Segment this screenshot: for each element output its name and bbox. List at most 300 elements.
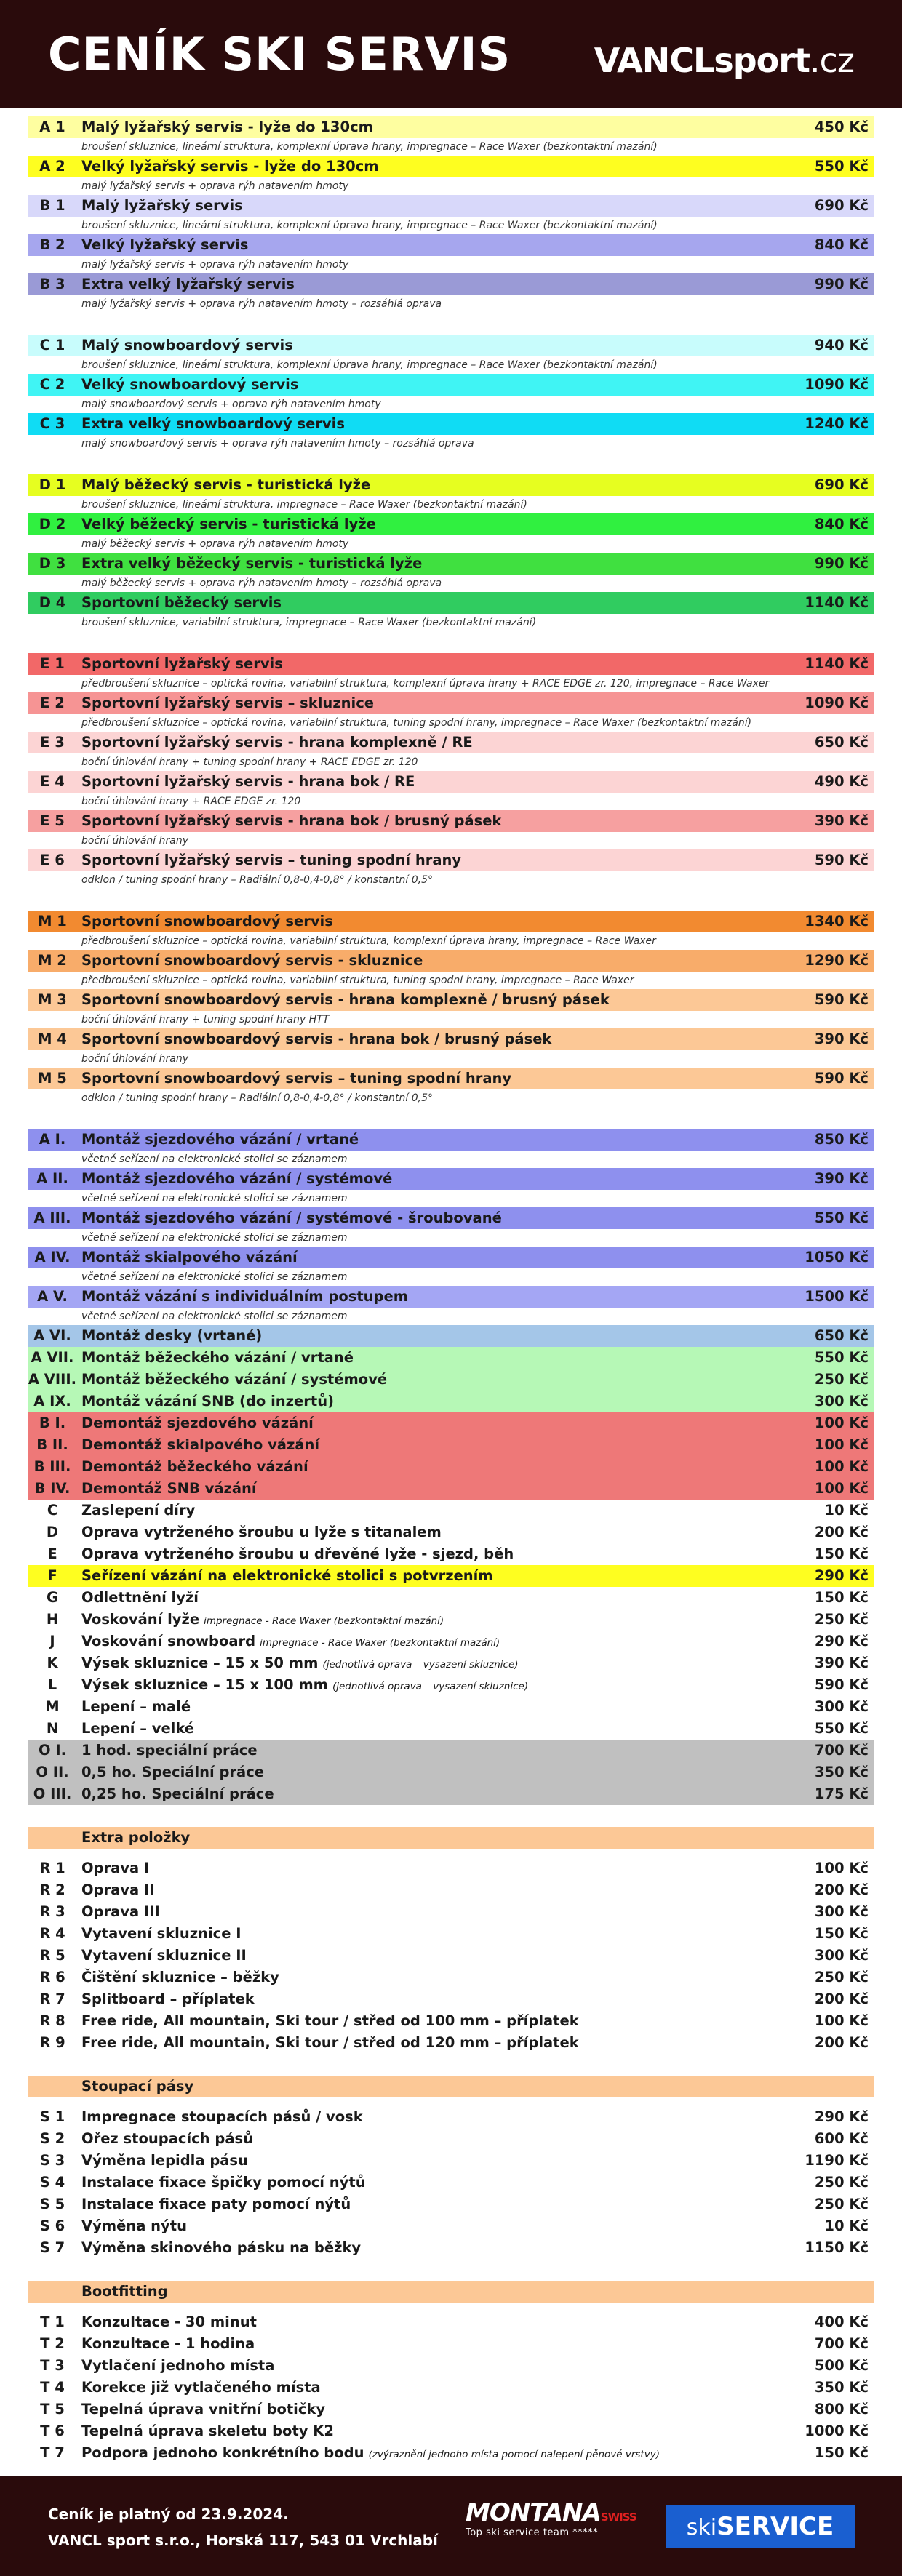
row-label-text: Zaslepení díry (81, 1502, 196, 1519)
row-description: broušení skluznice, lineární struktura, komplexní úprava hrany, impregnace – Race Waxer (bezkontaktní mazání) (81, 220, 658, 231)
row-label-text: Extra velký snowboardový servis (81, 415, 345, 432)
row-label-text: Montáž skialpového vázání (81, 1249, 298, 1265)
row-price: 100 Kč (814, 2012, 869, 2029)
row-label (81, 1129, 780, 1151)
row-code: D 1 (39, 476, 66, 493)
section-gap (28, 2097, 874, 2106)
row-price: 990 Kč (814, 276, 869, 292)
row-code: R 7 (39, 1991, 65, 2007)
row-code: A 1 (39, 119, 65, 135)
row-label (81, 989, 780, 1011)
group-gap (28, 313, 874, 335)
row-label (81, 2106, 780, 2128)
row-label (81, 1587, 780, 1609)
row-label-text: Tepelná úprava skeletu boty K2 (81, 2423, 334, 2439)
row-price: 200 Kč (814, 1991, 869, 2007)
row-code: D (46, 1524, 59, 1540)
row-code: T 1 (40, 2313, 65, 2330)
row-label (81, 911, 780, 932)
row-price: 1190 Kč (805, 2152, 869, 2169)
row-price: 590 Kč (814, 852, 869, 868)
row-price: 490 Kč (814, 773, 869, 790)
row-label (81, 771, 780, 793)
row-code: S 5 (39, 2196, 65, 2212)
price-row (28, 1674, 874, 1696)
price-row (28, 2311, 874, 2333)
row-label (81, 1325, 780, 1347)
row-price: 350 Kč (814, 1764, 869, 1780)
price-row (28, 2377, 874, 2399)
row-label-text: Voskování lyže (81, 1611, 200, 1628)
row-price: 390 Kč (814, 1031, 869, 1047)
row-code: S 7 (39, 2239, 65, 2256)
row-label (81, 1901, 780, 1923)
price-row (28, 1068, 874, 1089)
row-label (81, 1207, 780, 1229)
row-label-text: Tepelná úprava vnitřní botičky (81, 2401, 326, 2417)
page-header (0, 0, 902, 108)
group-gap (28, 2054, 874, 2076)
row-label-text: Sportovní běžecký servis (81, 594, 282, 611)
price-row (28, 1412, 874, 1434)
row-code: A I. (39, 1131, 66, 1148)
price-row (28, 195, 874, 217)
price-row (28, 2193, 874, 2215)
row-label-text: Výměna skinového pásku na běžky (81, 2239, 362, 2256)
row-label (81, 116, 780, 138)
row-label-text: Sportovní snowboardový servis (81, 913, 333, 929)
row-label-text: Výměna lepidla pásu (81, 2152, 248, 2169)
row-label-text: Malý lyžařský servis (81, 197, 243, 214)
row-label-text: Velký lyžařský servis - lyže do 130cm (81, 158, 379, 175)
row-price: 550 Kč (814, 1209, 869, 1226)
row-code: B I. (39, 1415, 66, 1431)
row-code: R 6 (39, 1969, 65, 1985)
row-label-text: 1 hod. speciální práce (81, 1742, 258, 1759)
row-code: L (47, 1676, 57, 1693)
row-label (81, 374, 780, 396)
row-code: E 2 (40, 695, 65, 711)
row-price: 150 Kč (814, 1589, 869, 1606)
row-label-text: Oprava II (81, 1881, 155, 1898)
row-label-text: Velký běžecký servis - turistická lyže (81, 516, 376, 532)
row-price: 200 Kč (814, 1524, 869, 1540)
row-code: M 1 (38, 913, 67, 929)
row-label-text: Demontáž SNB vázání (81, 1480, 257, 1497)
row-price: 690 Kč (814, 476, 869, 493)
brand-main: VANCLsport (594, 41, 810, 80)
row-label (81, 592, 780, 614)
price-row (28, 810, 874, 832)
row-description: včetně seřízení na elektronické stolici se záznamem (81, 1153, 348, 1165)
price-row (28, 1609, 874, 1631)
row-code: D 2 (39, 516, 66, 532)
group-gap (28, 889, 874, 911)
row-code: R 9 (39, 2034, 65, 2051)
row-description: malý lyžařský servis + oprava rýh natavením hmoty (81, 180, 349, 192)
row-label (81, 1412, 780, 1434)
row-label-text: Demontáž běžeckého vázání (81, 1458, 308, 1475)
price-row (28, 2032, 874, 2054)
price-row (28, 849, 874, 871)
row-code: M 5 (38, 1070, 67, 1087)
row-code: A II. (36, 1170, 68, 1187)
row-code: F (47, 1567, 57, 1584)
price-row (28, 1456, 874, 1478)
price-row (28, 911, 874, 932)
row-label (81, 2172, 780, 2193)
row-code: B III. (33, 1458, 71, 1475)
row-label-text: Montáž sjezdového vázání / systémové - šroubované (81, 1209, 502, 1226)
row-description: předbroušení skluznice – optická rovina, variabilní struktura, komplexní úprava hrany + RACE EDGE zr. 120, impregnace – Race Waxer (81, 678, 770, 689)
row-code: K (47, 1655, 58, 1671)
row-code: B II. (36, 1436, 68, 1453)
row-label (81, 1543, 780, 1565)
price-row (28, 1325, 874, 1347)
row-label-text: Malý snowboardový servis (81, 337, 293, 353)
row-label-text: Instalace fixace špičky pomocí nýtů (81, 2174, 366, 2191)
price-row (28, 553, 874, 575)
row-price: 300 Kč (814, 1903, 869, 1920)
price-row (28, 989, 874, 1011)
price-row (28, 1347, 874, 1369)
row-code: M 2 (38, 952, 67, 969)
price-row (28, 2420, 874, 2442)
row-label-text: Sportovní snowboardový servis - skluznice (81, 952, 423, 969)
row-label (81, 1247, 780, 1268)
row-code: S 2 (39, 2130, 65, 2147)
row-label-text: Velký snowboardový servis (81, 376, 299, 393)
row-description: předbroušení skluznice – optická rovina, variabilní struktura, komplexní úprava hrany, impregnace – Race Waxer (81, 935, 656, 947)
row-label (81, 2420, 780, 2442)
row-label-text: Lepení – velké (81, 1720, 195, 1737)
row-price: 200 Kč (814, 1881, 869, 1898)
row-price: 550 Kč (814, 1349, 869, 1366)
row-code: R 1 (39, 1860, 65, 1876)
section-heading: Extra položky (28, 1827, 874, 1849)
row-price: 690 Kč (814, 197, 869, 214)
row-price: 100 Kč (814, 1415, 869, 1431)
row-price: 550 Kč (814, 158, 869, 175)
row-code: R 2 (39, 1881, 65, 1898)
row-label (81, 1696, 780, 1718)
row-label (81, 1857, 780, 1879)
row-label-text: Konzultace - 30 minut (81, 2313, 257, 2330)
price-row (28, 1369, 874, 1391)
row-label (81, 732, 780, 753)
row-price: 500 Kč (814, 2357, 869, 2374)
row-label (81, 1391, 780, 1412)
row-label (81, 1565, 780, 1587)
row-label (81, 2399, 780, 2420)
row-label-text: Voskování snowboard (81, 1633, 256, 1649)
row-code: E (47, 1545, 57, 1562)
price-row (28, 1207, 874, 1229)
row-label-text: Extra velký lyžařský servis (81, 276, 295, 292)
row-label-text: Výměna nýtu (81, 2217, 187, 2234)
row-price: 250 Kč (814, 2174, 869, 2191)
row-label-text: Výsek skluznice – 15 x 100 mm (81, 1676, 328, 1693)
row-label (81, 1740, 780, 1761)
row-label (81, 1500, 780, 1521)
row-description: boční úhlování hrany + tuning spodní hrany + RACE EDGE zr. 120 (81, 756, 418, 768)
price-row (28, 2128, 874, 2150)
row-code: C 1 (39, 337, 65, 353)
price-row (28, 1391, 874, 1412)
row-label-text: Free ride, All mountain, Ski tour / střed od 120 mm – příplatek (81, 2034, 579, 2051)
row-description: boční úhlování hrany + RACE EDGE zr. 120 (81, 796, 301, 807)
row-code: N (46, 1720, 59, 1737)
row-code: B 3 (39, 276, 65, 292)
valid-from-text: Ceník je platný od 23.9.2024. (48, 2505, 289, 2523)
row-label (81, 2193, 780, 2215)
price-row (28, 1945, 874, 1967)
price-row (28, 1783, 874, 1805)
row-label (81, 810, 780, 832)
row-description: malý snowboardový servis + oprava rýh natavením hmoty (81, 399, 381, 410)
row-label-text: Čištění skluznice – běžky (81, 1969, 279, 1985)
skiservice-ski: ski (686, 2515, 717, 2540)
row-label (81, 2032, 780, 2054)
row-description: včetně seřízení na elektronické stolici se záznamem (81, 1232, 348, 1244)
row-label (81, 2215, 780, 2237)
row-label (81, 234, 780, 256)
row-price: 1150 Kč (805, 2239, 869, 2256)
page-title: CENÍK SKI SERVIS (48, 28, 511, 81)
row-code: E 4 (40, 773, 65, 790)
row-description: včetně seřízení na elektronické stolici se záznamem (81, 1271, 348, 1283)
row-label-text: Sportovní lyžařský servis - hrana komplexně / RE (81, 734, 473, 751)
price-row (28, 1247, 874, 1268)
row-label (81, 1028, 780, 1050)
row-code: M (45, 1698, 60, 1715)
montana-wordmark: MONTANA (466, 2498, 601, 2527)
row-price: 1090 Kč (805, 695, 869, 711)
row-label (81, 1478, 780, 1500)
section-heading: Stoupací pásy (28, 2076, 874, 2097)
row-code: A VIII. (28, 1371, 77, 1388)
row-label (81, 1923, 780, 1945)
row-price: 450 Kč (814, 119, 869, 135)
row-label (81, 2128, 780, 2150)
row-code: R 5 (39, 1947, 65, 1964)
row-price: 10 Kč (824, 2217, 869, 2234)
price-row (28, 1879, 874, 1901)
price-row (28, 653, 874, 675)
row-price: 590 Kč (814, 1676, 869, 1693)
row-label (81, 2010, 780, 2032)
row-description: boční úhlování hrany (81, 1053, 189, 1065)
row-label-text: Malý lyžařský servis - lyže do 130cm (81, 119, 373, 135)
row-code: E 3 (40, 734, 65, 751)
row-description: boční úhlování hrany + tuning spodní hrany HTT (81, 1014, 330, 1025)
row-description: předbroušení skluznice – optická rovina, variabilní struktura, tuning spodní hrany, impregnace – Race Waxer (bezkontaktní mazání) (81, 717, 752, 729)
row-price: 300 Kč (814, 1947, 869, 1964)
row-code: R 8 (39, 2012, 65, 2029)
row-code: C 3 (39, 415, 65, 432)
price-row (28, 1434, 874, 1456)
row-label (81, 413, 780, 435)
row-code: B IV. (34, 1480, 71, 1497)
price-row (28, 335, 874, 356)
row-label-text: Montáž běžeckého vázání / systémové (81, 1371, 388, 1388)
row-label (81, 2311, 780, 2333)
row-label (81, 2237, 780, 2259)
row-label (81, 1609, 780, 1632)
row-price: 250 Kč (814, 1611, 869, 1628)
price-row (28, 1923, 874, 1945)
row-label-text: Oprava III (81, 1903, 160, 1920)
row-description: broušení skluznice, lineární struktura, komplexní úprava hrany, impregnace – Race Waxer (bezkontaktní mazání) (81, 141, 658, 153)
price-row (28, 2333, 874, 2355)
group-gap (28, 631, 874, 653)
price-row (28, 2106, 874, 2128)
row-price: 1000 Kč (805, 2423, 869, 2439)
price-row (28, 2010, 874, 2032)
row-label-text: Montáž sjezdového vázání / vrtané (81, 1131, 359, 1148)
row-code: A VII. (31, 1349, 74, 1366)
row-code: D 4 (39, 594, 66, 611)
price-row (28, 234, 874, 256)
row-code: E 5 (40, 812, 65, 829)
row-label-text: Velký lyžařský servis (81, 236, 249, 253)
row-label (81, 950, 780, 972)
row-label-text: Montáž desky (vrtané) (81, 1327, 263, 1344)
row-code: G (46, 1589, 58, 1606)
row-price: 650 Kč (814, 734, 869, 751)
price-row (28, 1967, 874, 1988)
section-gap (28, 1849, 874, 1857)
row-label (81, 1631, 780, 1654)
row-code: D 3 (39, 555, 66, 572)
row-description: malý snowboardový servis + oprava rýh natavením hmoty – rozsáhlá oprava (81, 438, 474, 449)
row-code: S 4 (39, 2174, 65, 2191)
row-description: broušení skluznice, lineární struktura, impregnace – Race Waxer (bezkontaktní mazání) (81, 499, 527, 511)
row-price: 150 Kč (814, 2444, 869, 2461)
price-list (28, 116, 874, 2464)
montana-logo (466, 2498, 636, 2549)
row-price: 650 Kč (814, 1327, 869, 1344)
row-label-text: Extra velký běžecký servis - turistická lyže (81, 555, 423, 572)
row-label (81, 2442, 780, 2465)
row-price: 1140 Kč (805, 655, 869, 672)
row-note: (jednotlivá oprava – vysazení skluznice) (332, 1681, 529, 1692)
price-row (28, 1521, 874, 1543)
row-label-text: Sportovní snowboardový servis – tuning spodní hrany (81, 1070, 512, 1087)
row-label (81, 1967, 780, 1988)
price-row (28, 1652, 874, 1674)
price-row (28, 1168, 874, 1190)
row-label (81, 849, 780, 871)
brand-suffix: .cz (809, 41, 854, 80)
row-code: R 4 (39, 1925, 65, 1942)
price-row (28, 1478, 874, 1500)
row-label (81, 1879, 780, 1901)
row-price: 100 Kč (814, 1480, 869, 1497)
row-price: 700 Kč (814, 2335, 869, 2352)
price-row (28, 374, 874, 396)
row-description: včetně seřízení na elektronické stolici se záznamem (81, 1193, 348, 1204)
row-label-text: 0,5 ho. Speciální práce (81, 1764, 264, 1780)
row-label (81, 1652, 780, 1676)
row-code: B 1 (39, 197, 65, 214)
row-price: 940 Kč (814, 337, 869, 353)
row-label-text: Sportovní lyžařský servis – tuning spodní hrany (81, 852, 462, 868)
row-price: 590 Kč (814, 991, 869, 1008)
group-gap (28, 1805, 874, 1827)
price-row (28, 732, 874, 753)
montana-swiss: SWISS (600, 2511, 636, 2524)
row-label (81, 1068, 780, 1089)
row-label-text: Sportovní lyžařský servis - hrana bok / brusný pásek (81, 812, 502, 829)
row-label (81, 273, 780, 295)
row-price: 150 Kč (814, 1925, 869, 1942)
row-label (81, 1521, 780, 1543)
row-label-text: Malý běžecký servis - turistická lyže (81, 476, 371, 493)
price-row (28, 1631, 874, 1652)
row-code: S 3 (39, 2152, 65, 2169)
row-label (81, 2333, 780, 2355)
price-row (28, 1028, 874, 1050)
row-label (81, 692, 780, 714)
row-price: 1290 Kč (805, 952, 869, 969)
price-row (28, 1565, 874, 1587)
price-row (28, 2355, 874, 2377)
row-label-text: Seřízení vázání na elektronické stolici s potvrzením (81, 1567, 493, 1584)
row-code: B 2 (39, 236, 65, 253)
price-row (28, 474, 874, 496)
row-label-text: Vytavení skluznice II (81, 1947, 247, 1964)
row-label (81, 156, 780, 177)
row-code: T 7 (40, 2444, 65, 2461)
row-label (81, 1456, 780, 1478)
row-price: 850 Kč (814, 1131, 869, 1148)
row-label-text: Ořez stoupacích pásů (81, 2130, 253, 2147)
price-row (28, 1988, 874, 2010)
row-label-text: Oprava vytrženého šroubu u lyže s titanalem (81, 1524, 442, 1540)
row-label (81, 1168, 780, 1190)
row-price: 175 Kč (814, 1785, 869, 1802)
price-row (28, 2442, 874, 2464)
brand-logo (594, 41, 854, 80)
row-description: odklon / tuning spodní hrany – Radiální 0,8-0,4-0,8° / konstantní 0,5° (81, 874, 433, 886)
row-price: 390 Kč (814, 1655, 869, 1671)
row-code: A V. (37, 1288, 68, 1305)
price-row (28, 1718, 874, 1740)
row-label (81, 2377, 780, 2399)
row-price: 1240 Kč (805, 415, 869, 432)
row-label (81, 2150, 780, 2172)
price-row (28, 1761, 874, 1783)
row-label-text: Montáž sjezdového vázání / systémové (81, 1170, 393, 1187)
row-price: 840 Kč (814, 516, 869, 532)
row-price: 300 Kč (814, 1698, 869, 1715)
row-price: 1090 Kč (805, 376, 869, 393)
row-code: S 6 (39, 2217, 65, 2234)
row-label (81, 1369, 780, 1391)
row-price: 150 Kč (814, 1545, 869, 1562)
row-label (81, 1674, 780, 1697)
row-label (81, 1434, 780, 1456)
row-note: (jednotlivá oprava – vysazení skluznice) (322, 1659, 519, 1671)
row-price: 800 Kč (814, 2401, 869, 2417)
row-label-text: Free ride, All mountain, Ski tour / střed od 100 mm – příplatek (81, 2012, 579, 2029)
row-price: 10 Kč (824, 1502, 869, 1519)
row-label (81, 195, 780, 217)
row-code: O II. (36, 1764, 69, 1780)
price-row (28, 116, 874, 138)
group-gap (28, 2259, 874, 2281)
